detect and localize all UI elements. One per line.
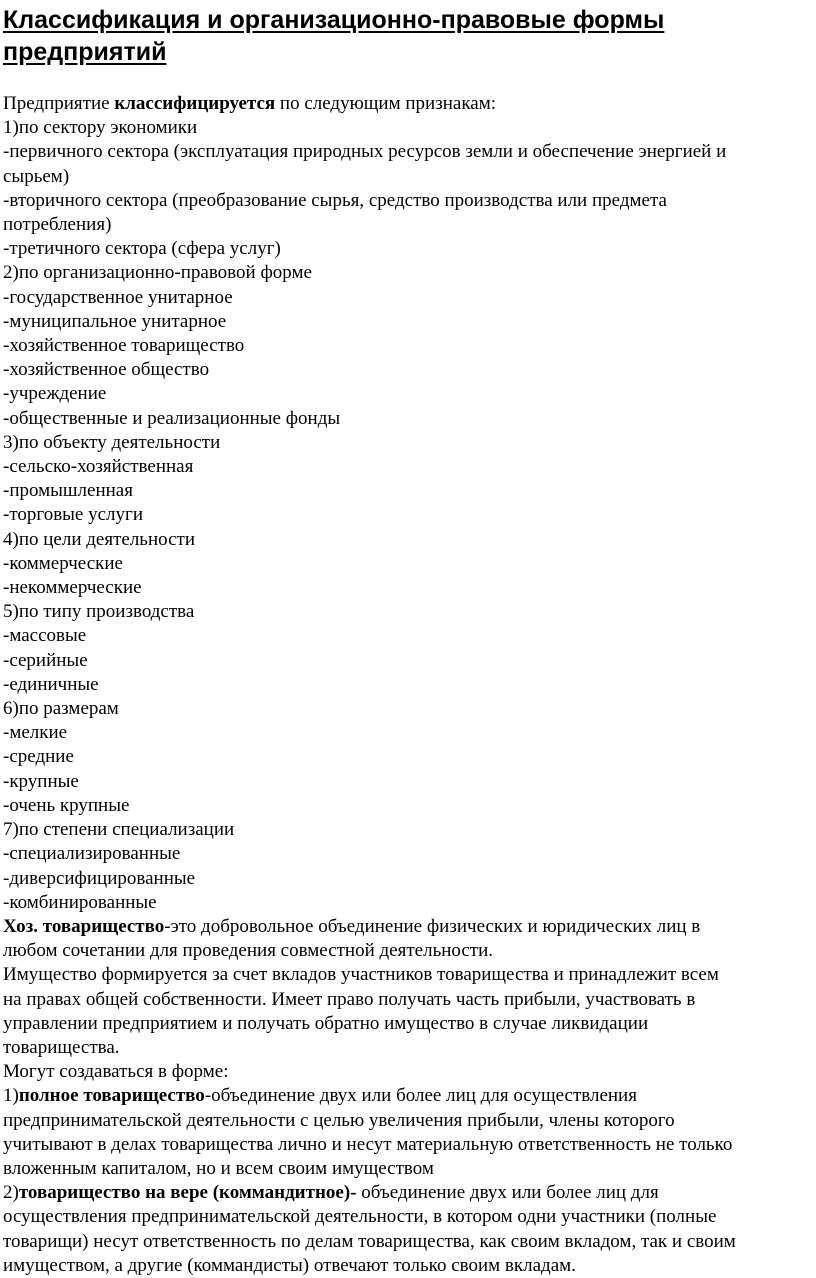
list-line: -диверсифицированные <box>3 867 196 889</box>
list-line: -вторичного сектора (преобразование сырья, средство производства или предмета <box>3 189 667 211</box>
paragraph-line: товарищества. <box>3 1036 120 1058</box>
hoz-definition: -это добровольное объединение физических и юридических лиц в <box>164 915 701 937</box>
paragraph-line: Имущество формируется за счет вкладов участников товарищества и принадлежит всем <box>3 964 719 986</box>
list-line: -хозяйственное товарищество <box>3 335 245 357</box>
list-line: 4)по цели деятельности <box>3 528 196 550</box>
list-line: -крупные <box>3 770 79 792</box>
list-line: -коммерческие <box>3 552 123 574</box>
list-line: -массовые <box>3 625 87 647</box>
list-line: -учреждение <box>3 383 107 405</box>
list-line: -хозяйственное общество <box>3 359 210 381</box>
list-line: 1)по сектору экономики <box>3 117 198 139</box>
title-line: Классификация и организационно-правовые формы <box>3 6 665 34</box>
list-line: -серийные <box>3 649 88 671</box>
list-line: 7)по степени специализации <box>3 819 235 841</box>
paragraph-line: имуществом, а другие (коммандисты) отвечают только своим вкладам. <box>3 1254 576 1276</box>
paragraph-line: управлении предприятием и получать обратно имущество в случае ликвидации <box>3 1012 649 1034</box>
list-line: -третичного сектора (сфера услуг) <box>3 238 281 260</box>
list-line: 2)по организационно-правовой форме <box>3 262 312 284</box>
limited-partnership-definition: объединение двух или более лиц для <box>356 1182 659 1204</box>
list-line: -специализированные <box>3 843 181 865</box>
list-line: потребления) <box>3 214 112 236</box>
list-line: -единичные <box>3 673 99 695</box>
list-line: -некоммерческие <box>3 577 142 599</box>
limited-partnership-line <box>3 1181 808 1205</box>
document-body <box>3 92 808 1278</box>
intro-bold-term: классифицируется <box>114 93 276 114</box>
property-paragraph <box>3 963 808 1084</box>
full-partnership-line <box>3 1084 808 1108</box>
list-line: 6)по размерам <box>3 698 119 720</box>
list-line: -муниципальное унитарное <box>3 310 227 332</box>
hoz-definition-line: любом сочетании для проведения совместной деятельности. <box>3 940 494 962</box>
intro-text: по следующим признакам: <box>275 93 496 114</box>
list-line: -первичного сектора (эксплуатация природных ресурсов земли и обеспечение энергией и <box>3 141 727 163</box>
list-line: -мелкие <box>3 722 68 744</box>
paragraph-line: учитывают в делах товарищества лично и несут материальную ответственность не только <box>3 1133 733 1155</box>
list-line: -торговые услуги <box>3 504 143 526</box>
paragraph-line: осуществления предпринимательской деятельности, в котором одни участники (полные <box>3 1206 717 1228</box>
list-line: 5)по типу производства <box>3 601 195 623</box>
list-line: 3)по объекту деятельности <box>3 431 221 453</box>
intro-text: Предприятие <box>3 93 115 114</box>
limited-partnership-number: 2) <box>3 1182 19 1204</box>
classification-list <box>3 116 808 915</box>
paragraph-line: на правах общей собственности. Имеет право получать часть прибыли, участвовать в <box>3 988 696 1010</box>
list-line: -средние <box>3 746 74 768</box>
paragraph-line: вложенным капиталом, но и всем своим имуществом <box>3 1157 434 1179</box>
page-title <box>3 4 808 68</box>
list-line: -комбинированные <box>3 891 157 913</box>
paragraph-line: предпринимательской деятельности с целью увеличения прибыли, члены которого <box>3 1109 675 1131</box>
full-partnership-term: полное товарищество <box>18 1085 205 1107</box>
list-line: -очень крупные <box>3 794 130 816</box>
list-line: сырьем) <box>3 165 70 187</box>
limited-partnership-term: товарищество на вере (коммандитное)- <box>18 1182 357 1204</box>
list-line: -сельско-хозяйственная <box>3 456 194 478</box>
paragraph-line: Могут создаваться в форме: <box>3 1061 229 1083</box>
full-partnership-paragraph <box>3 1109 808 1182</box>
paragraph-line: товарищи) несут ответственность по делам товарищества, как своим вкладом, так и своим <box>3 1230 736 1252</box>
full-partnership-number: 1) <box>3 1085 19 1107</box>
hoz-term: Хоз. товарищество <box>3 915 165 937</box>
intro-paragraph <box>3 92 808 116</box>
list-line: -промышленная <box>3 480 133 502</box>
hoz-definition-line <box>3 915 808 939</box>
title-line: предприятий <box>3 38 167 66</box>
full-partnership-definition: -объединение двух или более лиц для осуществления <box>204 1085 637 1107</box>
limited-partnership-paragraph <box>3 1205 808 1278</box>
list-line: -общественные и реализационные фонды <box>3 407 341 429</box>
list-line: -государственное унитарное <box>3 286 233 308</box>
